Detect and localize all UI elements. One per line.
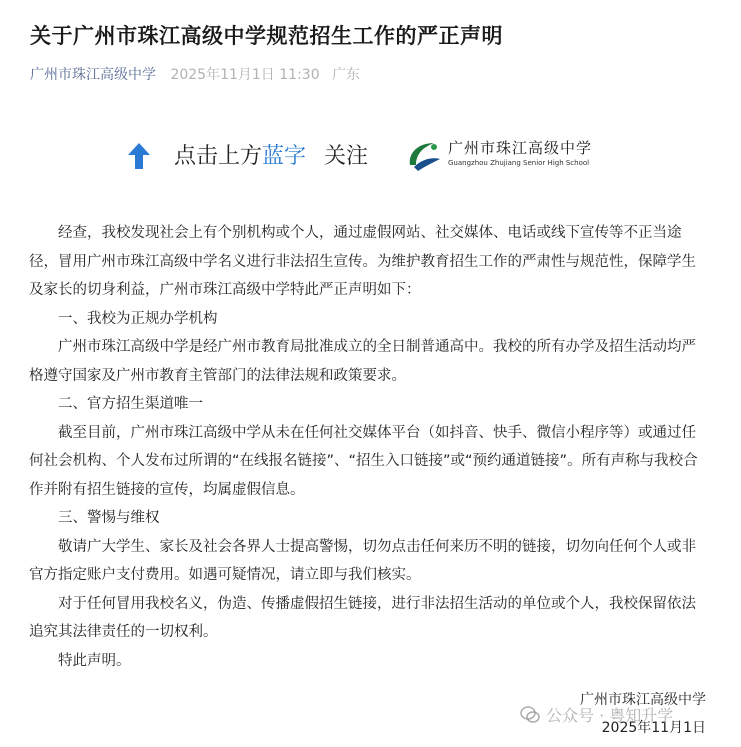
signature-date: 2025年11月1日 (601, 720, 706, 736)
follow-prompt (174, 139, 368, 170)
section-heading: 一、我校为正规办学机构 (58, 310, 218, 327)
publish-time: 2025年11月1日 11:30 (170, 67, 320, 83)
watermark (520, 703, 673, 726)
paragraph: 截至目前，广州市珠江高级中学从未在任何社交媒体平台（如抖音、快手、微信小程序等）或通过任何社会机构、个人发布过所谓的“在线报名链接”、“招生入口链接”或“预约通道链接”。所有声称与我校合作并附有招生链接的宣传，均属虚假信息。 (29, 424, 698, 498)
publish-location: 广东 (332, 67, 361, 83)
article-body (29, 219, 709, 675)
article-meta (30, 64, 360, 84)
section-heading: 三、警惕与维权 (58, 510, 160, 526)
article-title: 关于广州市珠江高级中学规范招生工作的严正声明 (30, 24, 503, 48)
closing-line: 特此声明。 (58, 652, 131, 669)
paragraph: 敬请广大学生、家长及社会各界人士提高警惕，切勿点击任何来历不明的链接，切勿向任何个人或非官方指定账户支付费用。如遇可疑情况，请立即与我们核实。 (29, 538, 696, 583)
follow-prefix: 点击上方 (174, 144, 263, 169)
paragraph: 对于任何冒用我校名义，伪造、传播虚假招生链接，进行非法招生活动的单位或个人，我校保留依法追究其法律责任的一切权利。 (29, 595, 696, 640)
section-heading: 二、官方招生渠道唯一 (58, 396, 203, 412)
wechat-icon (520, 705, 540, 725)
paragraph: 经查，我校发现社会上有个别机构或个人，通过虚假网站、社交媒体、电话或线下宣传等不正当途径，冒用广州市珠江高级中学名义进行非法招生宣传。为维护教育招生工作的严肃性与规范性，保障学生及家长的切身利益，广州市珠江高级中学特此严正声明如下： (29, 225, 696, 298)
signature-org: 广州市珠江高级中学 (580, 692, 706, 708)
account-name-link[interactable]: 广州市珠江高级中学 (30, 67, 156, 83)
logo-chinese-name: 广州市珠江高级中学 (448, 139, 593, 157)
follow-banner (128, 135, 608, 175)
school-logo (404, 135, 604, 175)
paragraph: 广州市珠江高级中学是经广州市教育局批准成立的全日制普通高中。我校的所有办学及招生活动均严格遵守国家及广州市教育主管部门的法律法规和政策要求。 (29, 339, 696, 384)
follow-suffix: 关注 (324, 144, 369, 169)
watermark-text: 公众号 · 粤知升学 (546, 706, 674, 725)
school-emblem-icon (404, 135, 444, 175)
follow-highlight: 蓝字 (262, 144, 307, 169)
logo-english-name: Guangzhou Zhujiang Senior High School (448, 159, 590, 167)
arrow-up-icon (128, 143, 150, 169)
